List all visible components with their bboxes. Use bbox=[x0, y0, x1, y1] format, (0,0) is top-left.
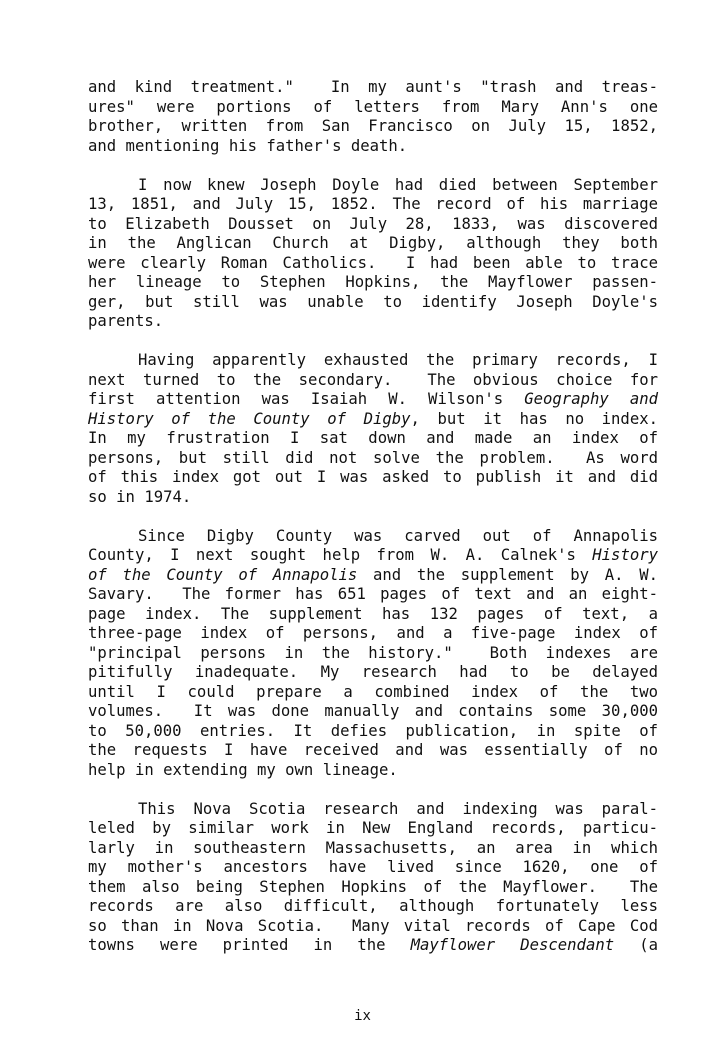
text-line: leled by similar work in New England records, particu- bbox=[88, 819, 658, 837]
text-line: the requests I have received and was essentially of no bbox=[88, 741, 658, 759]
italic-title: of the County of Annapolis bbox=[88, 565, 358, 584]
text-line: In my frustration I sat down and made an index of bbox=[88, 429, 658, 447]
italic-title: History of the County of Digby bbox=[88, 409, 411, 428]
text-line: to Elizabeth Dousset on July 28, 1833, was discovered bbox=[88, 214, 658, 233]
text-line: pitifully inadequate. My research had to be delayed bbox=[88, 663, 658, 681]
text-line: first attention was Isaiah W. Wilson's Geography and bbox=[88, 390, 658, 408]
text-line: next turned to the secondary. The obvious choice for bbox=[88, 370, 658, 389]
text-line: History of the County of Digby, but it has no index. bbox=[88, 409, 658, 428]
text-line: volumes. It was done manually and contains some 30,000 bbox=[88, 702, 658, 720]
text-line: towns were printed in the Mayflower Descendant (a bbox=[88, 936, 658, 954]
text-line: them also being Stephen Hopkins of the Mayflower. The bbox=[88, 877, 658, 896]
text-line: 13, 1851, and July 15, 1852. The record of his marriage bbox=[88, 195, 658, 213]
text-line: were clearly Roman Catholics. I had been able to trace bbox=[88, 253, 658, 272]
text-line: so in 1974. bbox=[88, 487, 192, 506]
text-line: "principal persons in the history." Both indexes are bbox=[88, 643, 658, 662]
text-line: I now knew Joseph Doyle had died between September bbox=[138, 175, 658, 194]
italic-title: History bbox=[592, 546, 658, 564]
page-number: ix bbox=[354, 1008, 371, 1024]
text-line: Having apparently exhausted the primary records, I bbox=[138, 351, 658, 369]
text-line: Savary. The former has 651 pages of text and an eight- bbox=[88, 585, 658, 603]
text-line: so than in Nova Scotia. Many vital records of Cape Cod bbox=[88, 916, 658, 935]
paragraph bbox=[88, 351, 658, 507]
text-line: parents. bbox=[88, 312, 164, 330]
italic-title: Geography and bbox=[524, 390, 658, 408]
text-line: my mother's ancestors have lived since 1620, one of bbox=[88, 858, 658, 876]
text-line: This Nova Scotia research and indexing was paral- bbox=[138, 799, 658, 818]
paragraph bbox=[88, 176, 658, 332]
text-line: Since Digby County was carved out of Annapolis bbox=[138, 526, 658, 545]
text-line: larly in southeastern Massachusetts, an area in which bbox=[88, 838, 658, 857]
text-line: ger, but still was unable to identify Joseph Doyle's bbox=[88, 292, 658, 311]
paragraph bbox=[88, 527, 658, 781]
text-line: page index. The supplement has 132 pages of text, a bbox=[88, 604, 658, 623]
text-line: to 50,000 entries. It defies publication, in spite of bbox=[88, 721, 658, 740]
text-line: brother, written from San Francisco on July 15, 1852, bbox=[88, 117, 658, 135]
text-line: County, I next sought help from W. A. Calnek's History bbox=[88, 546, 658, 564]
page-body bbox=[88, 78, 658, 975]
text-line: help in extending my own lineage. bbox=[88, 760, 398, 779]
text-line: until I could prepare a combined index of the two bbox=[88, 682, 658, 701]
text-line: ures" were portions of letters from Mary Ann's one bbox=[88, 97, 658, 116]
text-line: of this index got out I was asked to publish it and did bbox=[88, 468, 658, 486]
paragraph bbox=[88, 800, 658, 956]
text-line: three-page index of persons, and a five-page index of bbox=[88, 624, 658, 642]
paragraph bbox=[88, 78, 658, 156]
italic-title: Mayflower Descendant bbox=[410, 936, 615, 954]
text-line: in the Anglican Church at Digby, although they both bbox=[88, 234, 658, 252]
text-line: of the County of Annapolis and the supplement by A. W. bbox=[88, 565, 658, 584]
text-line: records are also difficult, although fortunately less bbox=[88, 897, 658, 915]
text-line: persons, but still did not solve the problem. As word bbox=[88, 448, 658, 467]
text-line: and kind treatment." In my aunt's "trash and treas- bbox=[88, 78, 658, 96]
text-line: her lineage to Stephen Hopkins, the Mayflower passen- bbox=[88, 273, 658, 291]
text-line: and mentioning his father's death. bbox=[88, 136, 408, 155]
